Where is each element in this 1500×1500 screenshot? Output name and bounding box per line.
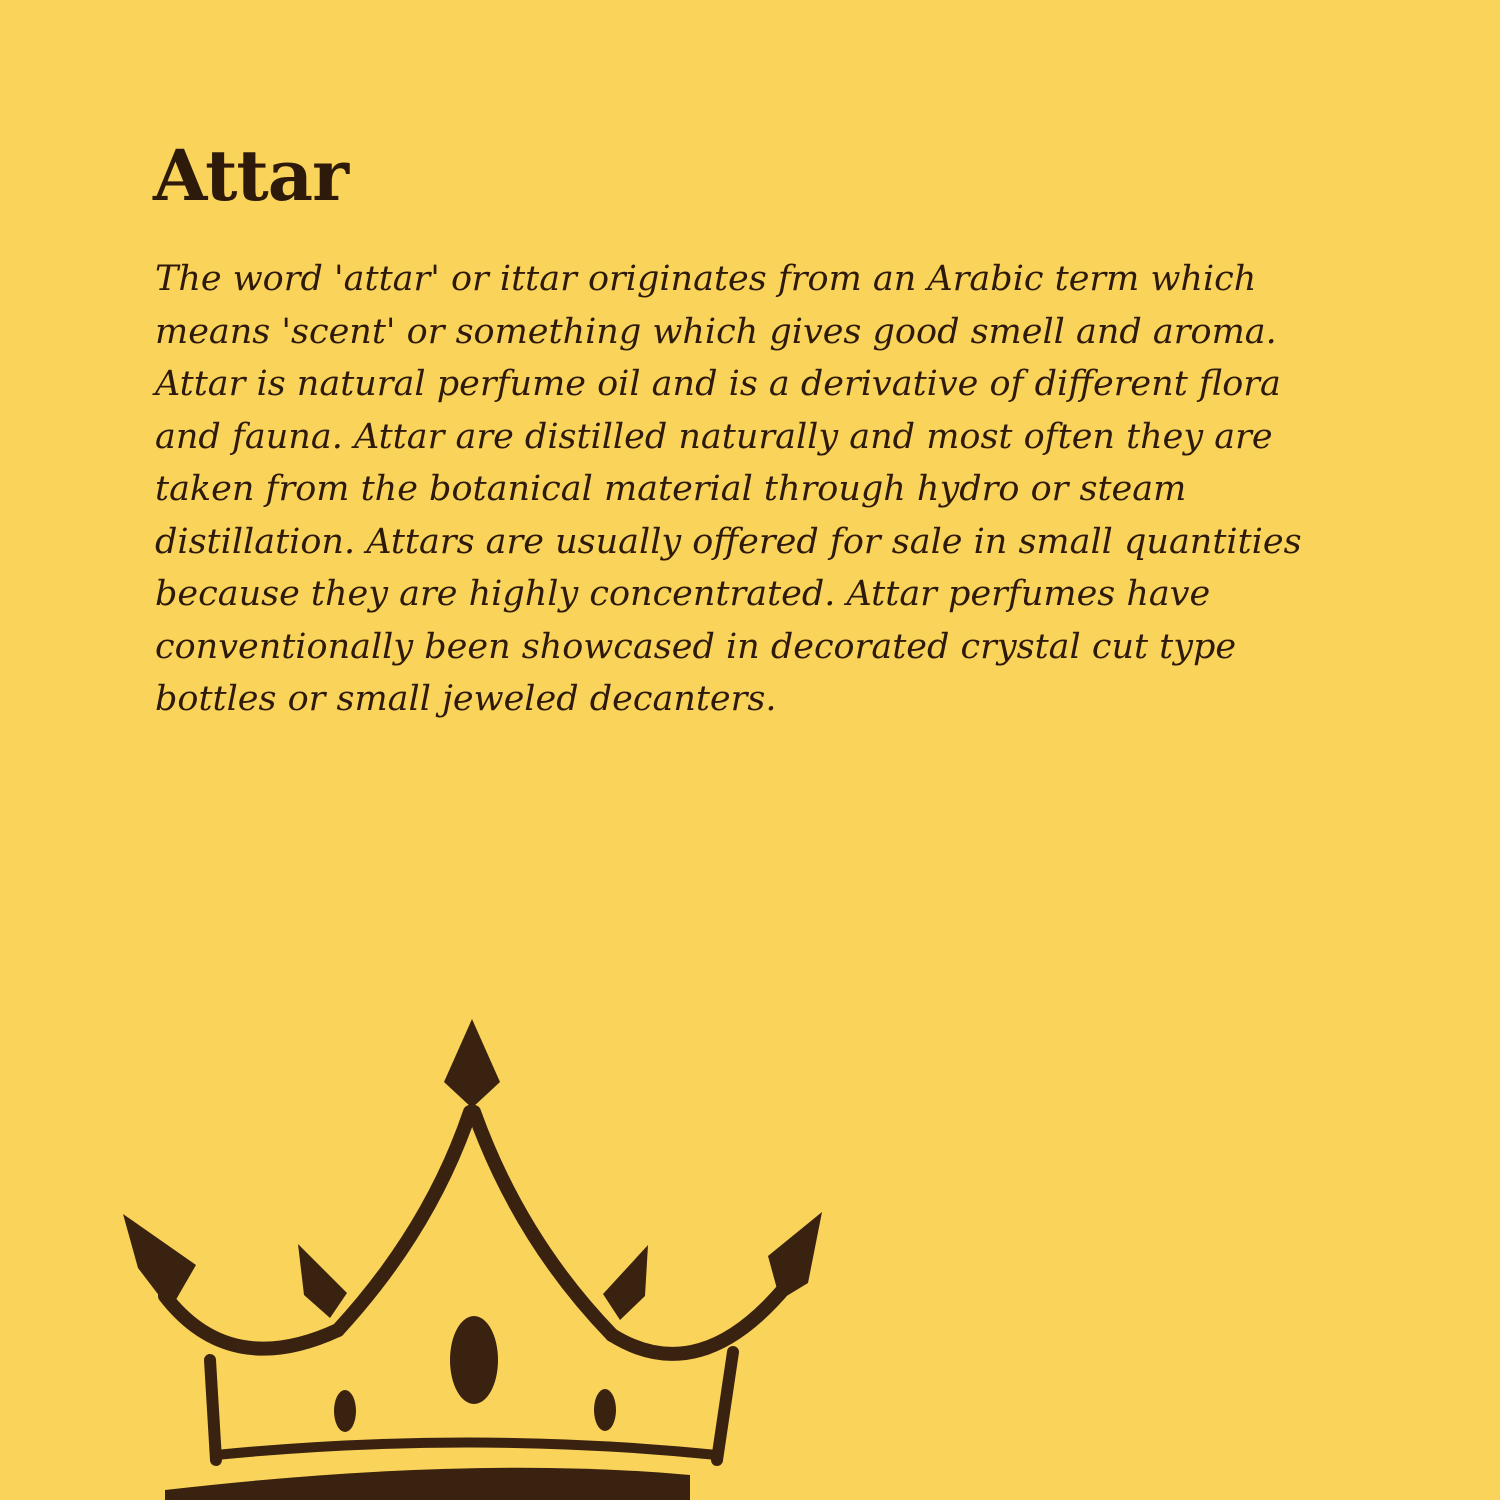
description-line: because they are highly concentrated. Attar perfumes have [155,574,1211,614]
description-paragraph [155,253,1385,726]
page-title: Attar [153,134,348,217]
description-line: taken from the botanical material through hydro or steam [155,469,1187,509]
description-line: Attar is natural perfume oil and is a derivative of different flora [155,364,1281,404]
description-line: distillation. Attars are usually offered for sale in small quantities [155,521,1302,562]
description-line: means 'scent' or something which gives good smell and aroma. [155,311,1277,352]
crown-icon [0,1000,900,1500]
description-line: conventionally been showcased in decorated crystal cut type [155,626,1237,667]
description-line: and fauna. Attar are distilled naturally and most often they are [155,416,1273,457]
description-line: The word 'attar' or ittar originates from an Arabic term which [155,259,1257,299]
description-line: bottles or small jeweled decanters. [155,679,777,719]
